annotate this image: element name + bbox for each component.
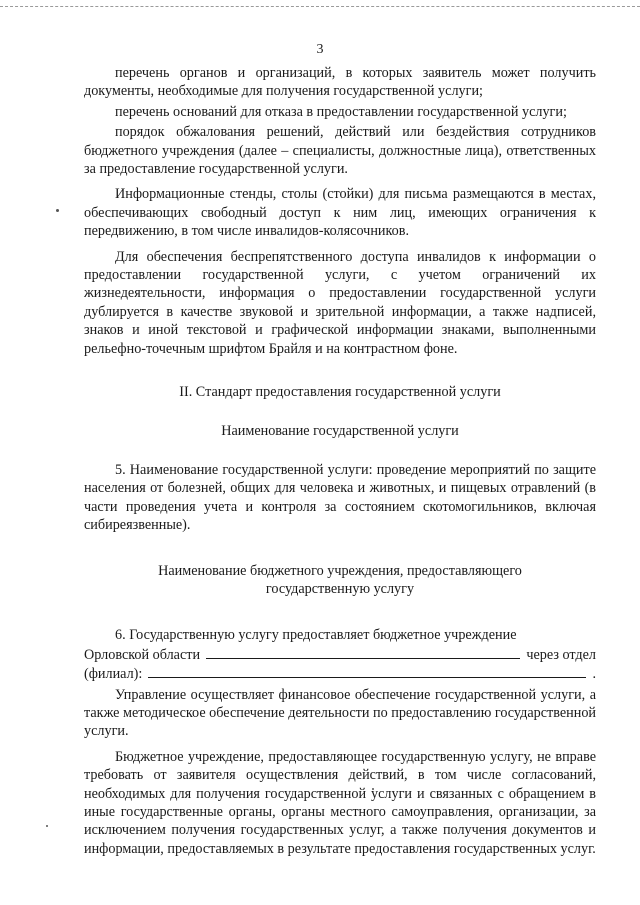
paragraph: Для обеспечения беспрепятственного доступа инвалидов к информации о предоставлении государственной услуги, с учетом ограничений их жизнедеятельности, информация о предоставлении государственной услуги дублируется в качестве звуковой и зрительной информации, а также надписей, знаков и иной текстовой и графической информации знаками, выполненными рельефно-точечным шрифтом Брайля и на контрастном фоне.: [84, 248, 596, 357]
subsection-title-line: Наименование бюджетного учреждения, предоставляющего: [158, 562, 522, 579]
paragraph: Бюджетное учреждение, предоставляющее государственную услугу, не вправе требовать от заявителя осуществления действий, в том числе согласований, необходимых для получения государственной услуги и связанных с обращением в иные государственные органы, органы местного самоуправления, организации, за исключением получения государственных услуг, а также получения документов и информации, предоставляемых в результате предоставления государственных услуг.: [84, 748, 596, 857]
section-title: II. Стандарт предоставления государственной услуги: [179, 384, 501, 401]
paragraph: перечень оснований для отказа в предоставлении государственной услуги;: [115, 103, 567, 120]
paragraph-item-5: 5. Наименование государственной услуги: проведение мероприятий по защите населения от болезней, общих для человека и животных, и пищевых отравлений (в части проведения учета и контроля за состоянием скотомогильников, включая сибиреязвенные).: [84, 461, 596, 534]
paragraph-item-6: 6. Государственную услугу предоставляет бюджетное учреждение: [115, 627, 517, 644]
item-6-line: [84, 664, 596, 683]
scan-speck: [56, 209, 59, 212]
blank-fill-field: [148, 664, 586, 678]
page-number: 3: [316, 42, 324, 57]
subsection-title-line: государственную услугу: [265, 580, 415, 597]
scan-edge-line: [0, 6, 640, 8]
item-6-line: [84, 645, 596, 664]
document-body: [84, 64, 596, 858]
item-6-region: Орловской области: [84, 646, 201, 663]
blank-fill-field: [206, 645, 520, 659]
item-6-branch: (филиал):: [84, 666, 143, 683]
subsection-title: [84, 562, 596, 599]
item-6-end: .: [592, 666, 596, 683]
item-6-via: через отдел: [526, 646, 596, 663]
paragraph: Информационные стенды, столы (стойки) для письма размещаются в местах, обеспечивающих свободный доступ к ним лиц, имеющих ограничения к передвижению, в том числе инвалидов-колясочников.: [84, 186, 596, 240]
paragraph: порядок обжалования решений, действий или бездействия сотрудников бюджетного учреждения (далее – специалисты, должностные лица), ответственных за предоставление государственной услуги.: [84, 124, 596, 178]
subsection-title: Наименование государственной услуги: [221, 422, 459, 439]
paragraph: Управление осуществляет финансовое обеспечение государственной услуги, а также методическое обеспечение деятельности по предоставлению государственной услуги.: [84, 686, 597, 740]
scan-speck: [46, 825, 48, 827]
paragraph: перечень органов и организаций, в которых заявитель может получить документы, необходимые для получения государственной услуги;: [84, 65, 596, 100]
